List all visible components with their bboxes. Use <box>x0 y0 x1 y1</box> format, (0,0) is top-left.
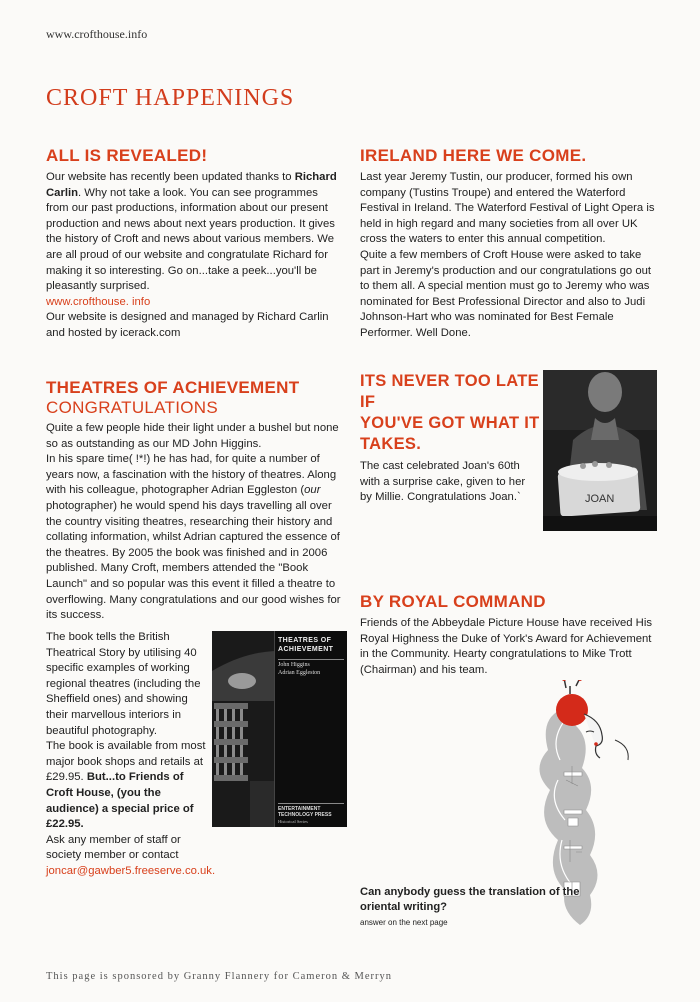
sponsor-footer: This page is sponsored by Granny Flannery for Cameron & Merryn <box>46 971 393 982</box>
book-cover-publisher: ENTERTAINMENT <box>278 806 321 812</box>
site-url[interactable]: www.crofthouse.info <box>46 27 148 41</box>
book-cover-author: Adrian Eggleston <box>278 670 321 676</box>
article-body: The cast celebrated Joan's 60th with a surprise cake, given to her by Millie. Congratulations Joan.` <box>360 460 526 504</box>
article-heading: THEATRES OF ACHIEVEMENT <box>46 378 300 397</box>
birthday-cake-photo <box>543 370 657 531</box>
website-link[interactable]: www.crofthouse. info <box>46 295 151 308</box>
book-cover-title: THEATRES OF ACHIEVEMENT <box>278 637 334 653</box>
book-description: The book tells the British Theatrical Story by utilising 40 specific examples of working regional theatres (including the Sheffield ones) and showing their marvellous interiors in beautiful photography. The book is available from most major book shops and retails at £29.95. But...to Friends of Croft House, (you the audience) a special price of £22.95. Ask any member of staff or society member or contact joncar@gawber5.freeserve.co.uk. <box>46 631 216 877</box>
article-heading: BY ROYAL COMMAND <box>360 592 546 611</box>
article-never-too-late <box>360 371 540 506</box>
contact-email-link[interactable]: joncar@gawber5.freeserve.co.uk. <box>46 864 216 877</box>
article-body: Last year Jeremy Tustin, our producer, formed his own company (Tustins Troupe) and entered the Waterford Festival in Ireland. The Waterford Festival of Light Opera is held in high regard and many societies from all over UK cross the waters to enter this annual competition. Quite a few members of Croft House were asked to take part in Jeremy's production and our congratulations go out to them all. A special mention must go to Jeremy who was nominated for Best Professional Director and also to Judi Johnson-Hart who was nominated for Best Female Performer. Well Done. <box>360 171 655 339</box>
article-subheading: CONGRATULATIONS <box>46 398 218 417</box>
book-cover-series: Historical Series <box>278 819 308 824</box>
article-all-is-revealed <box>46 146 341 342</box>
article-theatres <box>46 378 348 624</box>
book-cover-publisher: TECHNOLOGY PRESS <box>278 812 332 818</box>
article-body: Friends of the Abbeydale Picture House have received His Royal Highness the Duke of York's Award for Achievement in the Community. Hearty congratulations to Mike Trott (Chairman) and his team. <box>360 617 652 676</box>
oriental-writing-question <box>360 885 610 929</box>
article-ireland <box>360 146 662 342</box>
article-heading: ITS NEVER TOO LATE IF YOU'VE GOT WHAT IT TAKES. <box>360 372 540 453</box>
article-body: Quite a few people hide their light under a bushel but none so as outstanding as our MD John Higgins. In his spare time( !*!) he has had, for quite a number of years now, a fascination with the history of theatres. Along with his colleague, photographer Adrian Eggleston (our photographer) he would spend his days travelling all over the country visiting theatres, researching their history and collating information, whilst Adrian captured the essence of the theatres. By 2005 the book was finished and in 2006 published. Many Croft, members attended the "Book Launch" and so popular was this event it filled a theatre to overflowing. Many congratulations and our good wishes for its success. <box>46 422 341 622</box>
article-body: Our website has recently been updated thanks to Richard Carlin. Why not take a look. You can see programmes from our past productions, information about our present production and news about next years production. It gives the history of Croft and news about various members. We are all proud of our website and congratulate Richard for making it so interesting. Go on...take a peek...you'll be pleasantly surprised. www.crofthouse. info Our website is designed and managed by Richard Carlin and hosted by icerack.com <box>46 171 337 339</box>
answer-note: answer on the next page <box>360 918 448 927</box>
book-cover-author: John Higgins <box>278 662 310 668</box>
name-richard-carlin: Richard Carlin <box>46 171 337 199</box>
special-price: But...to Friends of Croft House, (you the audience) a special price of £22.95. <box>46 771 194 831</box>
book-cover-image <box>212 631 347 827</box>
section-title: CROFT HAPPENINGS <box>46 85 295 111</box>
article-heading: IRELAND HERE WE COME. <box>360 146 587 165</box>
question-text: Can anybody guess the translation of the oriental writing? <box>360 886 580 913</box>
cake-text: JOAN <box>585 493 615 505</box>
article-royal-command <box>360 592 660 678</box>
article-heading: ALL IS REVEALED! <box>46 146 208 165</box>
